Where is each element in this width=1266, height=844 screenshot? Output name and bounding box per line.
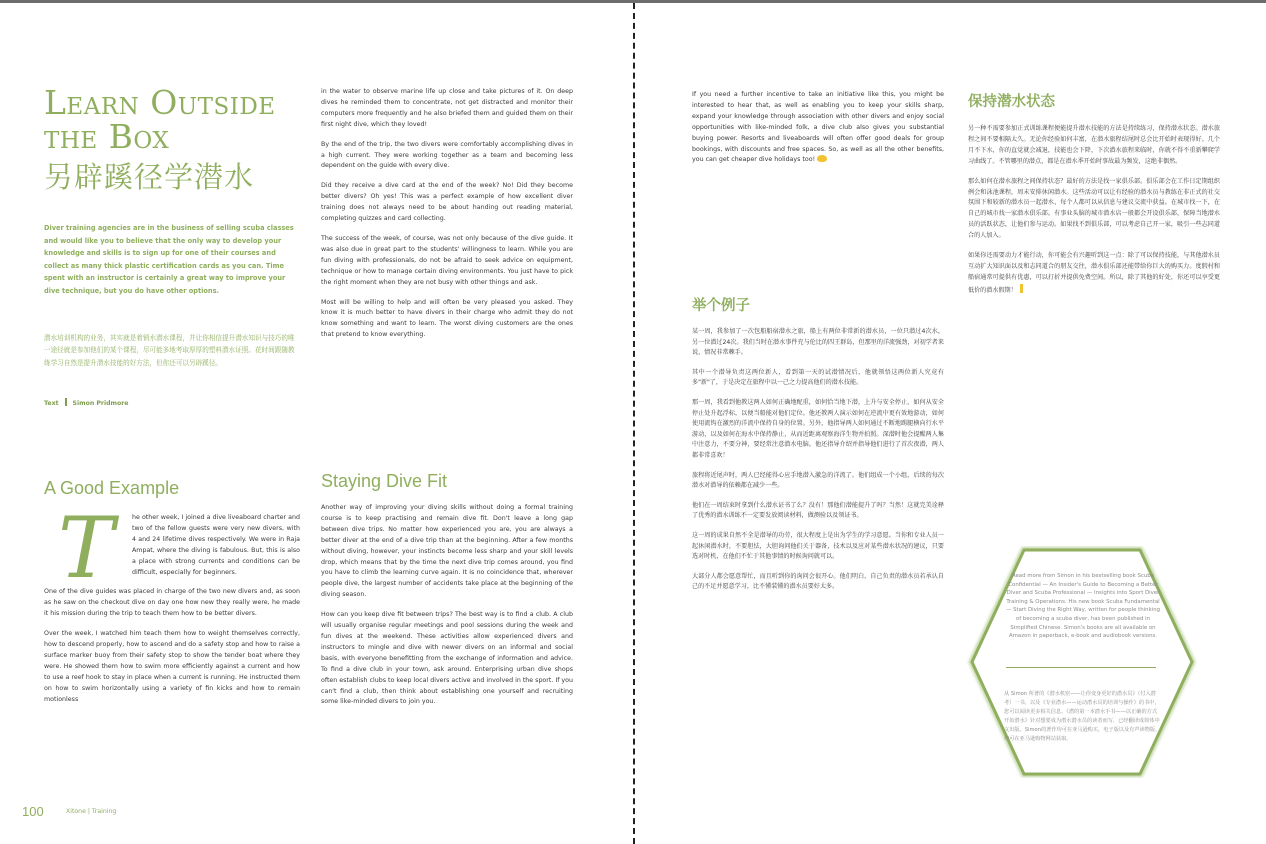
- paragraph: 他们在一周结束时拿到什么潜水证书了么？没有！那他们潜能提升了吗？当然！这就完美诠释了优秀的潜水训练不一定要发放阅读材料，做测验以及领证书。: [692, 501, 944, 520]
- column-three-body-cn: [692, 327, 944, 602]
- intro-standfirst-en: Diver training agencies are in the business of selling scuba classes and would like you to believe that the only way to develop your knowledge and skills is to sign up for one of their courses and collect as many thick plastic certification cards as you can. Time spent with an instructor is certainly a great way to improve your dive technique, but you do have other options.: [44, 224, 294, 295]
- column-two-body-bottom: [321, 503, 573, 717]
- paragraph: 某一周，我参加了一次包船船宿潜水之旅，船上有两位非常新的潜水员，一位只潜过4次水，另一位潜过24次。我们当时在潜水事件充与伦比的四王群岛，但那里的洋流强劲，对初学者来说，情况非常棘手。: [692, 328, 944, 357]
- smiley-icon: [817, 155, 827, 162]
- drop-cap: T: [57, 499, 115, 597]
- paragraph-text: 如果你还需要动力才能行动，你可能会有兴趣听到这一点：除了可以保持技能，与其他潜水员互动扩大知识面以及和志同道合的朋友交往，潜水俱乐部还能带给你巨大的购买力。度假村和船宿通常可提供有优惠，可以打折并提供免费空间。所以，除了其他的好处，你还可以享受更低价的潜水假期！: [968, 252, 1220, 294]
- intro-standfirst-cn: 潜水培训机构的业务，其实就是着销水潜水课程，并让你相信提升潜水知识与技巧的唯一途径就是参加他们的某个课程，尽可能多地考取厚厚的塑料潜水证照。花时间跟随教练学习自然是提升潜水技能的好方法，但你还可以另辟蹊径。: [44, 334, 295, 367]
- paragraph: The success of the week, of course, was not only because of the dive guide. It was also due in great part to the students' willingness to learn. While you are fun diving with professionals, do not be afraid to seek advice on equipment, technique or how to manage certain diving environments. You just have to pick the right moment when they are not busy with other things and ask.: [321, 234, 573, 286]
- paragraph: 那一周，我看到他教这两人如何正确地配重，如何恰当地下潜，上升与安全停止，如何从安全停止处升起浮标，以便当船能对他们定位。他还教两人演示如何在逆流中更有效地游动，如何使用流钩在激烈的洋流中保持自身的位置。另外，他指导两人如何通过不断地踢腿横向行水平游动，以及如何在海水中保持静止，从而近距离观察海洋生物并拍照。深潜时他会提醒两人集中注意力，不要分神，要经常注意潜水电脑。他还指导介绍并指导他们进行了首次夜潜，两人都非常喜欢！: [692, 398, 944, 459]
- article-title-en: [44, 83, 276, 156]
- title-line-1: Learn Outside: [44, 83, 276, 122]
- article-title-cn: 另辟蹊径学潜水: [44, 160, 255, 194]
- heading-cn-staying-fit: 保持潜水状态: [968, 94, 1055, 110]
- page-number: 100: [22, 804, 44, 819]
- paragraph: Did they receive a dive card at the end of the week? No! Did they become better divers? Oh yes! This was a perfect example of how excellent diver training does not always need to be about handing out reading material, completing quizzes and card collecting.: [321, 182, 573, 223]
- heading-cn-example: 举个例子: [692, 298, 750, 314]
- paragraph: [968, 251, 1220, 297]
- paragraph: 大部分人都会愿意帮忙，而且听到你的询问会很开心。他们明白，自己负责的潜水员若承认自己的不足并愿意学习，比不懂装懂的潜水员要好太多。: [692, 572, 944, 591]
- paragraph: 这一周的成果自然不全是潜导的功劳，很大程度上是出为学生的学习意愿。当你和专业人员一起休闲潜水时，不要胆怯，大胆询问他们关于器备，技术以及应对某些潜水状况的建议，只要选对时机，在他们不忙于其他事情的时候询问就可以。: [692, 531, 944, 561]
- paragraph: 那么如何在潜水旅程之间保持状态？最好的方法是找一家俱乐部。俱乐部会在工作日定期组织例会和泳池课程，周末安排休闲潜水。这些活动可以让有经验的潜水员与教练在非正式的社交氛围下和较新的潜水员一起潜水，每个人都可以从信息与建议交流中获益。在城市找一下，在自己的城市找一家潜水俱乐部。有事业头脑的城市潜水店一般都会开设俱乐部，保障当地潜水员的活跃状态，让他们参与运动。如果找不到俱乐部，可以考虑自己开一家，吸引一些志同道合的人加入。: [968, 177, 1220, 240]
- paragraph: How can you keep dive fit between trips? The best way is to find a club. A club will usually organise regular meetings and pool sessions during the week and fun dives at the weekend. These activities allow experienced divers and instructors to mingle and dive with newer divers on an informal and social basis, with everyone benefitting from the exchange of information and advice. To find a dive club in your town, ask around. Enterprising urban dive shops often establish clubs to keep local divers active and involved in the sport. If you can't find a club, then think about establishing one yourself and recruiting some like-minded divers to join you.: [321, 611, 573, 706]
- column-three-body-en: [692, 90, 944, 175]
- title-line-2: the Box: [44, 117, 170, 156]
- sidebar-text-en: Read more from Simon in his bestselling book Scuba Confidential — An Insider's Guide to Becoming a Better Diver and Scuba Professional — Insights into Sport Diver Training & Operations. His new book Scuba Fundamental — Start Diving the Right Way, written for people thinking of becoming a scuba diver, has been published in Simplified Chinese. Simon's books are all available on Amazon in paperback, e-book and audiobook versions.: [1005, 573, 1161, 640]
- byline-separator: [65, 398, 67, 406]
- sidebar-divider: [1006, 667, 1156, 668]
- byline-author: Simon Pridmore: [72, 400, 129, 407]
- end-mark: [1020, 284, 1023, 293]
- byline-label: Text: [44, 400, 59, 407]
- paragraph: 其中一个潜导负责这两位新人，看到第一天的试潜情况后，他就领悟这两位新人究竟有多"新"了，于是决定在旅程中以一己之力提高他们的潜水技能。: [692, 368, 944, 387]
- paragraph: Over the week, I watched him teach them how to weight themselves correctly, how to descend properly, how to ascend and do a safety stop and how to raise a surface marker buoy from their safety stop to show the tender boat where they were. He showed them how to swim more efficiently against a current and how to use a reef hook to stay in place when a current is running. He instructed them on how to swim horizontally using a variety of fin kicks and how to remain motionless: [44, 630, 300, 703]
- folio-magazine-section: Xitone | Training: [66, 808, 117, 815]
- paragraph-text: If you need a further incentive to take an initiative like this, you might be interested to hear that, as well as enabling you to keep your skills sharp, expand your knowledge through association with other divers and enjoy social opportunities with like-minded folk, a dive club also gives you substantial buying power. Resorts and liveaboards will often offer good deals for group bookings, with discounts and free spaces. So, as well as all the other benefits, you can get cheaper dive holidays too!: [692, 91, 944, 164]
- column-one-body: [44, 513, 300, 715]
- page-spine-divider: [633, 3, 635, 844]
- paragraph: One of the dive guides was placed in charge of the two new divers and, as soon as he saw on the checkout dive on day one how new they really were, he made it his mission during the trip to teach them how to be better divers.: [44, 588, 300, 618]
- paragraph: 旅程将近尾声时，两人已经能得心应手地潜入激急的洋流了。他们组成一个小组，后续的每次潜水对潜导的依赖都在减少一些。: [692, 471, 944, 490]
- byline: [44, 398, 128, 407]
- paragraph: Another way of improving your diving skills without doing a formal training course is to keep practising and remain dive fit. Don't leave a long gap between dive trips. No matter how experienced you are, you are always a better diver at the end of a dive trip than at the beginning. After a few months without diving, however, your instincts become less sharp and your skill levels drop, which means that by the time the next dive trip comes around, you find you have to climb the learning curve again. It is no coincidence that, wherever people dive, the largest number of accidents take place at the beginning of the diving season.: [321, 504, 573, 599]
- paragraph: [692, 90, 944, 166]
- paragraph-intro: he other week, I joined a dive liveaboard charter and two of the fellow guests were very new divers, with 4 and 24 lifetime dives respectively. We were in Raja Ampat, where the diving is fabulous. But, this is also a place with strong currents and conditions can be difficult, especially for beginners.: [132, 514, 300, 576]
- column-two-body-top: [321, 87, 573, 350]
- heading-a-good-example: A Good Example: [44, 478, 180, 498]
- sidebar-text-cn: 从 Simon 所著的《潜水机密——让你变身更好的潜水员》（付入潜考）一书，以及《专业潜水——运动潜水员的培训与操作》的书中，您可以阅读更多相关信息。《潜的第一本潜水手书——以正确的方式开始潜水》针对想要成为潜水潜水员的读者而写，已经翻译成简体中文出版。Simon的著作均可在亚马逊购买，电子版以及有声读物版，均可在亚马逊购物网站获取。: [1004, 691, 1161, 742]
- column-four-body-cn: [968, 124, 1220, 306]
- paragraph: 另一种不需要参加正式训练课程便能提升潜水技能的方法是持续练习，保持潜水状态。潜水旅程之间不要相隔太久。无论你经验如何丰富，在潜水旅程结尾时总会比开始时表现得好。几个月不下水，你的直觉就会减退，技能也会下降，下次潜水旅程来临时，你就不得不重新攀爬学习曲线了。不管哪里的潜点，都是在潜水季开始时事故最为频发，这绝非偶然。: [968, 125, 1220, 165]
- paragraph: Most will be willing to help and will often be very pleased you asked. They know it is much better to have divers in their charge who admit they do not know something and want to learn. The worst diving customers are the ones that pretend to know everything.: [321, 298, 573, 339]
- paragraph: By the end of the trip, the two divers were comfortably accomplishing dives in a high current. They were working together as a team and becoming less dependent on the guide with every dive.: [321, 140, 573, 170]
- paragraph: in the water to observe marine life up close and take pictures of it. On deep dives he reminded them to concentrate, not get distracted and monitor their computers more frequently and he also briefed them and guided them on their first night dive, which they loved!: [321, 88, 573, 128]
- heading-staying-dive-fit: Staying Dive Fit: [321, 471, 448, 491]
